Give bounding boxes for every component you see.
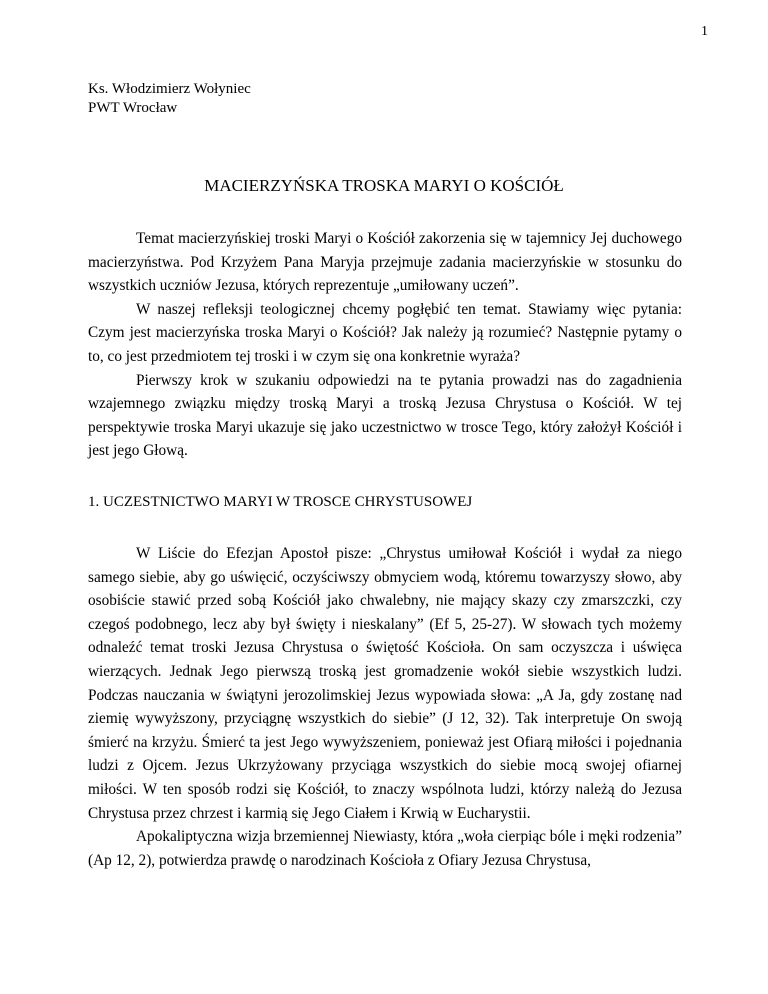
- document-title: MACIERZYŃSKA TROSKA MARYI O KOŚCIÓŁ: [204, 176, 564, 195]
- author-name: Ks. Włodzimierz Wołyniec: [88, 81, 251, 97]
- paragraph: Temat macierzyńskiej troski Maryi o Kościół zakorzenia się w tajemnicy Jej duchowego macierzyństwa. Pod Krzyżem Pana Maryja przejmuje zadania macierzyńskie w stosunku do wszystkich uczniów Jezusa, których reprezentuje „umiłowany uczeń”.: [88, 230, 682, 295]
- intro-section: [88, 227, 682, 463]
- paragraph: Apokaliptyczna wizja brzemiennej Niewiasty, która „woła cierpiąc bóle i męki rodzenia” (Ap 12, 2), potwierdza prawdę o narodzinach Kościoła z Ofiary Jezusa Chrystusa,: [88, 828, 682, 869]
- section-body: [88, 542, 682, 872]
- page-number: 1: [701, 24, 708, 39]
- section-heading: 1. UCZESTNICTWO MARYI W TROSCE CHRYSTUSOWEJ: [88, 494, 473, 510]
- paragraph: W Liście do Efezjan Apostoł pisze: „Chrystus umiłował Kościół i wydał za niego samego siebie, aby go uświęcić, oczyściwszy obmyciem wodą, któremu towarzyszy słowo, aby osobiście stawić przed sobą Kościół jako chwalebny, nie mający skazy czy zmarszczki, czy czegoś podobnego, lecz aby był święty i nieskalany” (Ef 5, 25-27). W słowach tych możemy odnaleźć temat troski Jezusa Chrystusa o świętość Kościoła. On sam oczyszcza i uświęca wierzących. Jednak Jego pierwszą troską jest gromadzenie wokół siebie wszystkich ludzi. Podczas nauczania w świątyni jerozolimskiej Jezus wypowiada słowa: „A Ja, gdy zostanę nad ziemię wywyższony, przyciągnę wszystkich do siebie” (J 12, 32). Tak interpretuje On swoją śmierć na krzyżu. Śmierć ta jest Jego wywyższeniem, ponieważ jest Ofiarą miłości i pojednania ludzi z Ojcem. Jezus Ukrzyżowany przyciąga wszystkich do siebie mocą swojej ofiarnej miłości. W ten sposób rodzi się Kościół, to znaczy wspólnota ludzi, którzy należą do Jezusa Chrystusa przez chrzest i karmią się Jego Ciałem i Krwią w Eucharystii.: [88, 545, 682, 822]
- author-block: [88, 80, 251, 118]
- paragraph: Pierwszy krok w szukaniu odpowiedzi na te pytania prowadzi nas do zagadnienia wzajemnego związku między troską Maryi a troską Jezusa Chrystusa o Kościół. W tej perspektywie troska Maryi ukazuje się jako uczestnictwo w trosce Tego, który założył Kościół i jest jego Głową.: [88, 371, 682, 460]
- author-affiliation: PWT Wrocław: [88, 100, 178, 116]
- paragraph: W naszej refleksji teologicznej chcemy pogłębić ten temat. Stawiamy więc pytania: Czym jest macierzyńska troska Maryi o Kościół? Jak należy ją rozumieć? Następnie pytamy o to, co jest przedmiotem tej troski i w czym się ona konkretnie wyraża?: [88, 300, 682, 365]
